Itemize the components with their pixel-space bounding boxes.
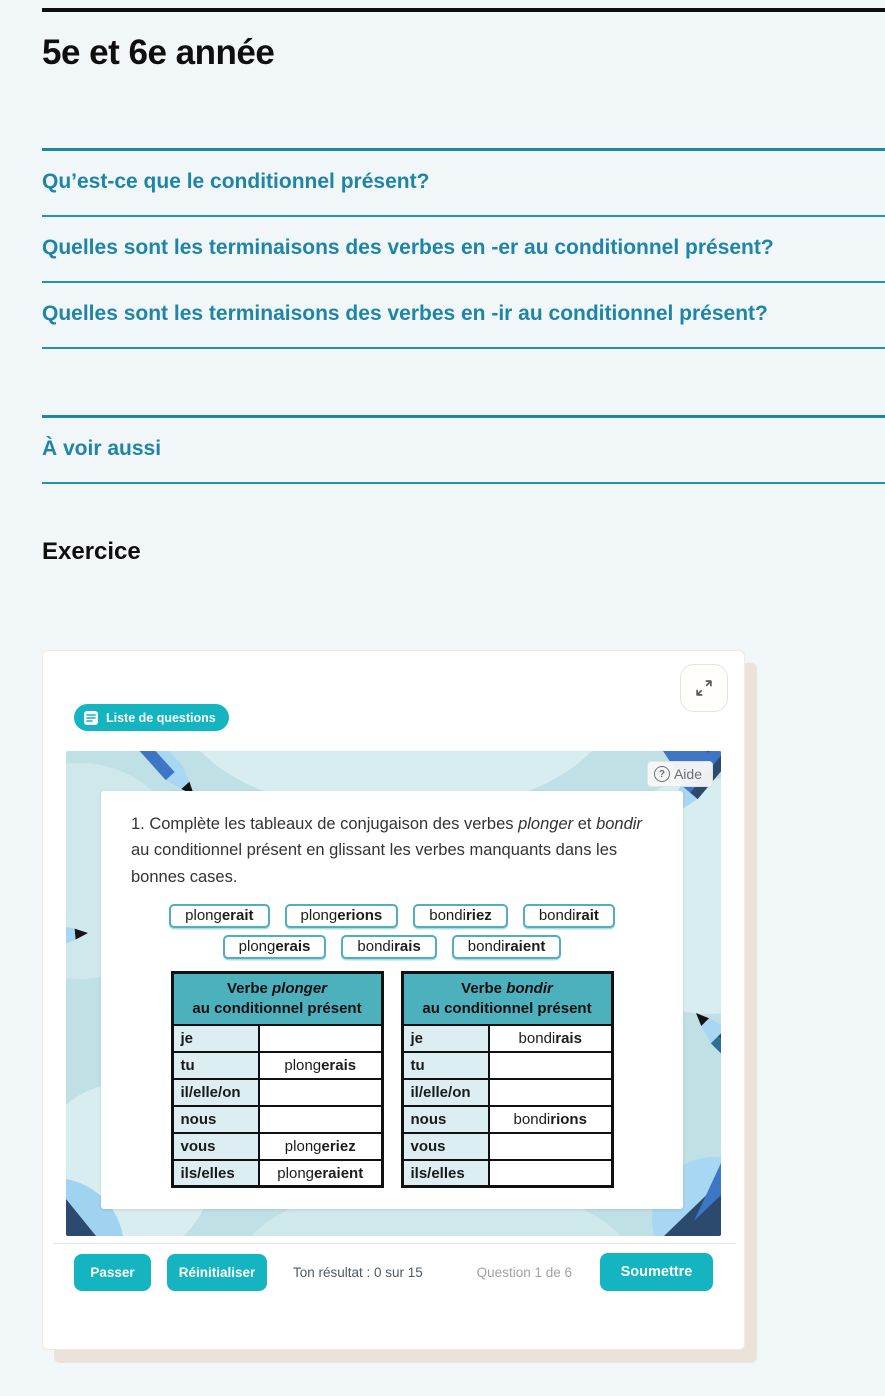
submit-button[interactable]: Soumettre xyxy=(600,1253,713,1291)
exercise-widget xyxy=(42,650,745,1350)
chip-ending: rais xyxy=(394,938,421,956)
answer-drop-cell[interactable] xyxy=(259,1106,382,1133)
answer-drop-cell[interactable]: plongerais xyxy=(259,1052,382,1079)
word-chip[interactable] xyxy=(413,904,508,928)
chip-ending: erait xyxy=(221,907,254,925)
table-row xyxy=(402,1052,612,1079)
chip-stem: bondi xyxy=(357,938,395,956)
table-row xyxy=(402,1025,612,1052)
conjugation-table xyxy=(401,971,614,1188)
accordion-item-label: Qu’est-ce que le conditionnel présent? xyxy=(42,170,430,193)
reset-button[interactable]: Réinitialiser xyxy=(167,1254,267,1291)
accordion-item[interactable] xyxy=(42,281,885,347)
exercise-heading: Exercice xyxy=(42,538,141,565)
pronoun-cell: il/elle/on xyxy=(172,1079,259,1106)
accordion-item-label: Quelles sont les terminaisons des verbes en -ir au conditionnel présent? xyxy=(42,302,768,325)
chip-ending: riez xyxy=(465,907,492,925)
expand-diagonal-icon xyxy=(693,677,715,699)
answer-drop-cell[interactable]: plongeraient xyxy=(259,1160,382,1187)
accordion-item-label: Quelles sont les terminaisons des verbes en -er au conditionnel présent? xyxy=(42,236,774,259)
answer-drop-cell[interactable]: bondirions xyxy=(489,1106,612,1133)
see-also-group xyxy=(42,415,885,484)
answer-drop-cell[interactable] xyxy=(259,1079,382,1106)
chip-stem: bondi xyxy=(429,907,466,925)
question-counter: Question 1 de 6 xyxy=(476,1264,572,1280)
question-card xyxy=(101,791,683,1209)
table-row xyxy=(172,1106,382,1133)
pronoun-cell: nous xyxy=(172,1106,259,1133)
question-mark-circle-icon: ? xyxy=(654,766,670,782)
chip-ending: rait xyxy=(575,907,599,925)
answer-drop-cell[interactable] xyxy=(489,1052,612,1079)
chip-stem: plong xyxy=(238,938,276,956)
pronoun-cell: nous xyxy=(402,1106,489,1133)
see-also-link[interactable] xyxy=(42,418,885,482)
pronoun-cell: je xyxy=(172,1025,259,1052)
table-header: Verbe bondir au conditionnel présent xyxy=(402,973,612,1025)
answer-drop-cell[interactable] xyxy=(489,1133,612,1160)
pronoun-cell: je xyxy=(402,1025,489,1052)
table-row xyxy=(172,1025,382,1052)
table-header: Verbe plonger au conditionnel présent xyxy=(172,973,382,1025)
chip-stem: plong xyxy=(300,907,338,925)
word-chip[interactable] xyxy=(285,904,399,928)
word-chip[interactable] xyxy=(452,935,562,959)
chip-stem: plong xyxy=(185,907,222,925)
table-row xyxy=(402,1106,612,1133)
table-row xyxy=(402,1160,612,1187)
answer-drop-cell[interactable]: bondirais xyxy=(489,1025,612,1052)
table-row xyxy=(172,1160,382,1187)
pronoun-cell: il/elle/on xyxy=(402,1079,489,1106)
question-list-icon xyxy=(83,710,99,726)
page-title: 5e et 6e année xyxy=(42,33,275,72)
pronoun-cell: tu xyxy=(402,1052,489,1079)
table-row xyxy=(402,1079,612,1106)
answer-drop-cell[interactable]: plongeriez xyxy=(259,1133,382,1160)
chip-row-1 xyxy=(131,904,653,928)
table-row xyxy=(172,1052,382,1079)
result-text: Ton résultat : 0 sur 15 xyxy=(293,1264,423,1280)
instruction-text: 1. Complète les tableaux de conjugaison des verbes plonger et bondir au conditionnel présent en glissant les verbes manquants dans les bonnes cases. xyxy=(131,815,642,886)
question-list-label: Liste de questions xyxy=(106,710,216,725)
chip-row-2 xyxy=(131,935,653,959)
pronoun-cell: vous xyxy=(172,1133,259,1160)
expand-button[interactable] xyxy=(680,664,728,712)
accordion-item[interactable] xyxy=(42,215,885,281)
word-chip[interactable] xyxy=(341,935,436,959)
word-chip[interactable] xyxy=(523,904,615,928)
chip-ending: erais xyxy=(275,938,311,956)
help-label: Aide xyxy=(673,766,702,782)
word-chip[interactable] xyxy=(223,935,327,959)
accordion-group xyxy=(42,148,885,349)
conjugation-table xyxy=(171,971,384,1188)
pronoun-cell: ils/elles xyxy=(402,1160,489,1187)
table-row xyxy=(402,1133,612,1160)
pronoun-cell: ils/elles xyxy=(172,1160,259,1187)
top-divider xyxy=(42,8,885,12)
question-list-button[interactable] xyxy=(74,704,229,731)
answer-drop-cell[interactable] xyxy=(489,1079,612,1106)
chip-stem: bondi xyxy=(467,938,505,956)
pronoun-cell: vous xyxy=(402,1133,489,1160)
skip-button[interactable]: Passer xyxy=(74,1254,151,1291)
conjugation-tables xyxy=(131,971,653,1188)
see-also-label: À voir aussi xyxy=(42,437,162,460)
pronoun-cell: tu xyxy=(172,1052,259,1079)
word-chip[interactable] xyxy=(169,904,269,928)
accordion-item[interactable] xyxy=(42,151,885,215)
chip-ending: raient xyxy=(504,938,546,956)
answer-drop-cell[interactable] xyxy=(259,1025,382,1052)
exercise-stage xyxy=(66,751,721,1236)
table-row xyxy=(172,1079,382,1106)
help-button[interactable] xyxy=(647,761,713,787)
chip-stem: bondi xyxy=(538,907,576,925)
widget-footer xyxy=(74,1253,713,1291)
footer-divider xyxy=(53,1243,736,1244)
answer-drop-cell[interactable] xyxy=(489,1160,612,1187)
table-row xyxy=(172,1133,382,1160)
chip-ending: erions xyxy=(337,907,383,925)
